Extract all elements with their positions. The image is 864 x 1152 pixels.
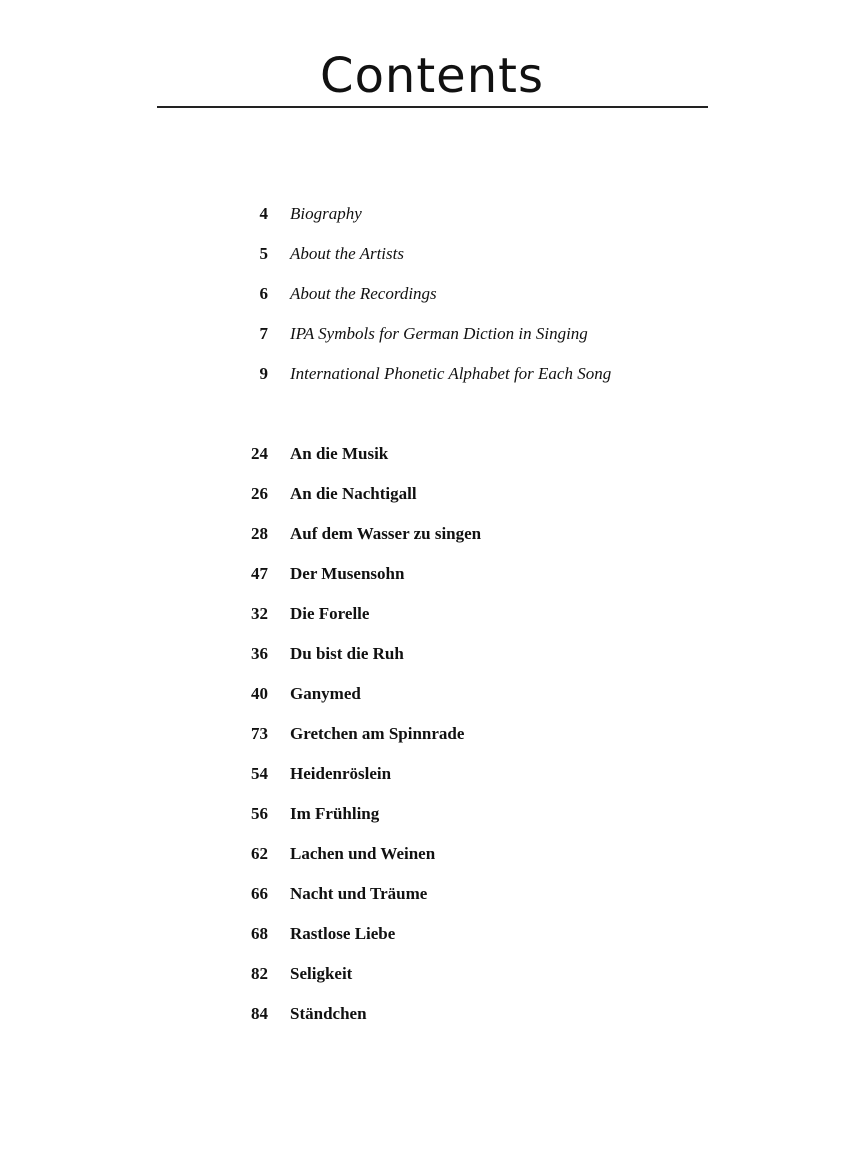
- entry-title: International Phonetic Alphabet for Each Song: [290, 364, 612, 383]
- song-title: Heidenröslein: [290, 764, 392, 783]
- toc-entry-song[interactable]: [230, 1002, 367, 1026]
- page-number: 6: [259, 284, 268, 303]
- page-number: 73: [251, 724, 268, 743]
- page-number: 32: [251, 604, 268, 623]
- page-number: 7: [259, 324, 268, 343]
- page-number: 26: [251, 484, 268, 503]
- page-number: 28: [251, 524, 268, 543]
- page-number: 47: [251, 564, 268, 583]
- toc-entry-song[interactable]: [230, 522, 481, 546]
- page-number: 54: [251, 764, 268, 783]
- page-number: 82: [251, 964, 268, 983]
- page-number: 5: [259, 244, 268, 263]
- toc-entry-song[interactable]: [230, 962, 352, 986]
- page-title: Contents: [320, 48, 544, 104]
- toc-entry-song[interactable]: [230, 482, 417, 506]
- page-number: 4: [259, 204, 268, 223]
- song-title: Der Musensohn: [290, 564, 405, 583]
- page-number: 68: [251, 924, 268, 943]
- toc-entry-song[interactable]: [230, 642, 404, 666]
- page-number: 36: [251, 644, 268, 663]
- entry-title: IPA Symbols for German Diction in Singing: [290, 324, 588, 343]
- toc-entry-song[interactable]: [230, 882, 427, 906]
- page-number: 56: [251, 804, 268, 823]
- page-number: 24: [251, 444, 268, 463]
- entry-title: About the Recordings: [290, 284, 437, 303]
- toc-entry-song[interactable]: [230, 602, 369, 626]
- toc-entry-about-artists[interactable]: [230, 242, 404, 266]
- page-number: 9: [259, 364, 268, 383]
- song-title: Du bist die Ruh: [290, 644, 404, 663]
- toc-entry-biography[interactable]: [230, 202, 362, 226]
- toc-entry-song[interactable]: [230, 722, 464, 746]
- song-title: Ganymed: [290, 684, 361, 703]
- toc-entry-song[interactable]: [230, 802, 379, 826]
- song-title: Rastlose Liebe: [290, 924, 396, 943]
- entry-title: Biography: [290, 204, 362, 223]
- title-divider: [157, 106, 708, 108]
- entry-title: About the Artists: [290, 244, 404, 263]
- song-title: An die Nachtigall: [290, 484, 417, 503]
- song-title: Gretchen am Spinnrade: [290, 724, 465, 743]
- toc-entry-about-recordings[interactable]: [230, 282, 437, 306]
- song-title: Nacht und Träume: [290, 884, 428, 903]
- toc-entry-song[interactable]: [230, 922, 395, 946]
- page-number: 84: [251, 1004, 268, 1023]
- page-number: 66: [251, 884, 268, 903]
- song-title: Im Frühling: [290, 804, 380, 823]
- song-title: Ständchen: [290, 1004, 367, 1023]
- song-title: Die Forelle: [290, 604, 370, 623]
- song-title: An die Musik: [290, 444, 389, 463]
- toc-entry-ipa-each-song[interactable]: [230, 362, 611, 386]
- toc-entry-song[interactable]: [230, 762, 391, 786]
- toc-entry-song[interactable]: [230, 682, 361, 706]
- song-title: Auf dem Wasser zu singen: [290, 524, 482, 543]
- page-number: 62: [251, 844, 268, 863]
- toc-entry-song[interactable]: [230, 842, 435, 866]
- toc-entry-song[interactable]: [230, 442, 388, 466]
- toc-entry-ipa-symbols[interactable]: [230, 322, 588, 346]
- page-number: 40: [251, 684, 268, 703]
- song-title: Seligkeit: [290, 964, 353, 983]
- song-title: Lachen und Weinen: [290, 844, 436, 863]
- toc-entry-song[interactable]: [230, 562, 404, 586]
